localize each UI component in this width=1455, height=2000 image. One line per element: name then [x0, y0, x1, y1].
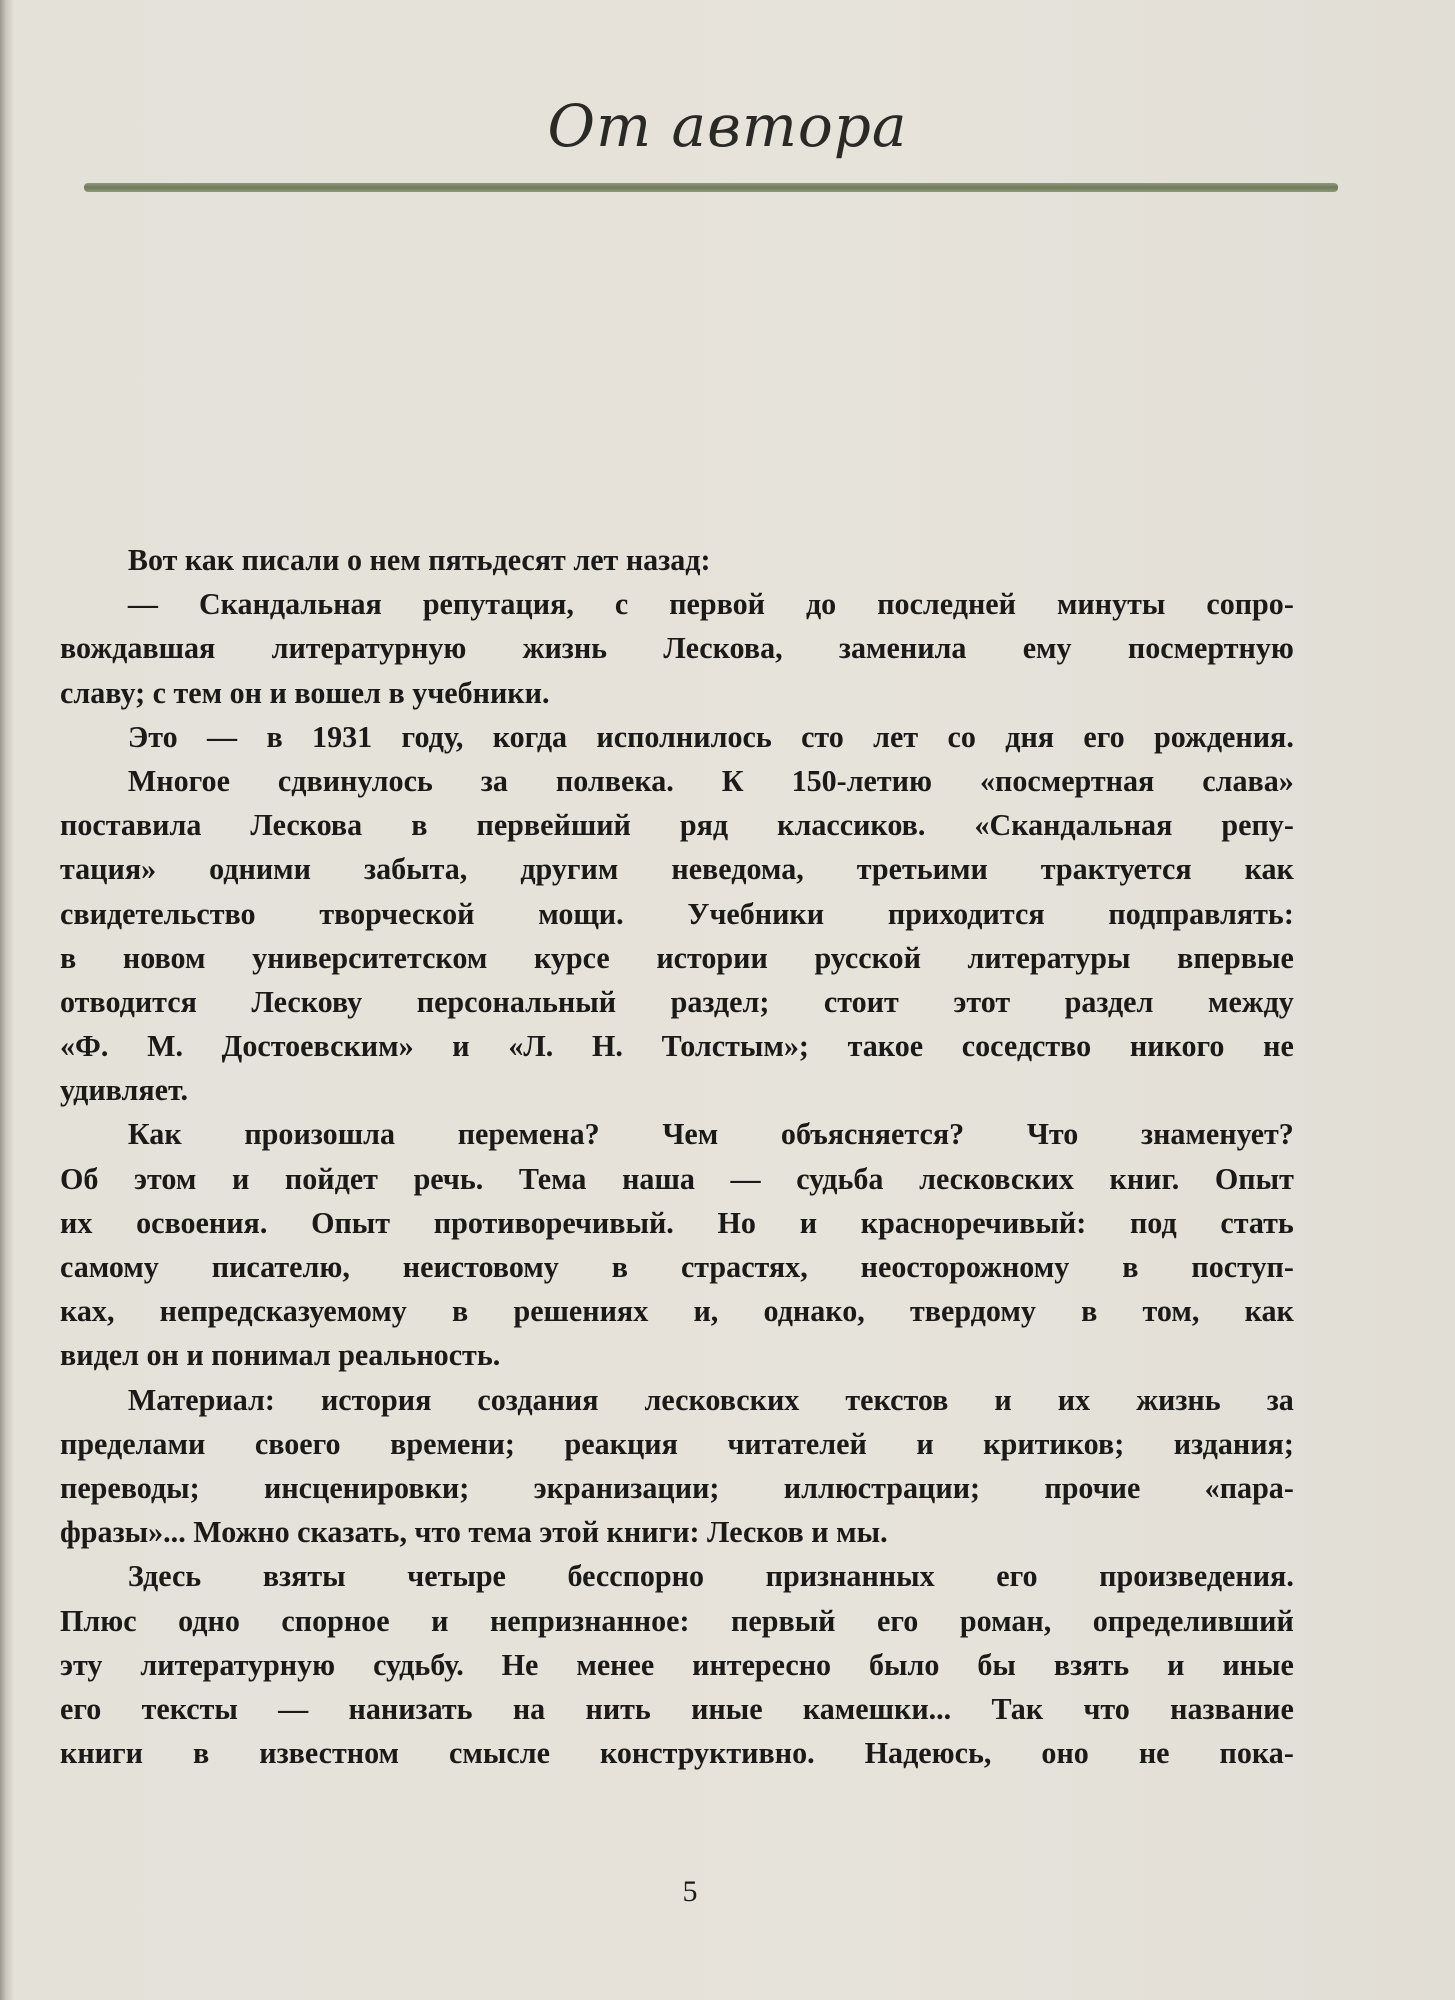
- text-line: славу; с тем он и вошел в учебники.: [60, 674, 550, 710]
- text-line: ках, непредсказуемому в решениях и, однако, твердому в том, как: [60, 1293, 1294, 1329]
- text-line: Об этом и пойдет речь. Тема наша — судьба лесковских книг. Опыт: [60, 1160, 1294, 1196]
- text-line: поставила Лескова в первейший ряд классиков. «Скандальная репу-: [60, 807, 1294, 843]
- text-line: тация» одними забыта, другим неведома, третьими трактуется как: [60, 851, 1294, 887]
- text-line: Многое сдвинулось за полвека. К 150-летию «посмертная слава»: [127, 762, 1294, 798]
- text-line: Материал: история создания лесковских текстов и их жизнь за: [127, 1381, 1294, 1417]
- text-line: пределами своего времени; реакция читателей и критиков; издания;: [60, 1425, 1294, 1461]
- title-divider: [84, 183, 1338, 192]
- text-line: Здесь взяты четыре бесспорно признанных его произведения.: [127, 1558, 1294, 1594]
- text-line: Это — в 1931 году, когда исполнилось сто лет со дня его рождения.: [127, 718, 1294, 754]
- text-line: — Скандальная репутация, с первой до последней минуты сопро-: [127, 586, 1294, 622]
- text-line: его тексты — нанизать на нить иные камешки... Так что название: [60, 1690, 1294, 1726]
- text-line: удивляет.: [60, 1072, 189, 1108]
- text-line: отводится Лескову персональный раздел; стоит этот раздел между: [60, 983, 1294, 1019]
- text-line: самому писателю, неистовому в страстях, неосторожному в поступ-: [60, 1249, 1294, 1284]
- text-line: Плюс одно спорное и непризнанное: первый его роман, определивший: [60, 1602, 1294, 1638]
- text-line: фразы»... Можно сказать, что тема этой книги: Лесков и мы.: [60, 1514, 888, 1550]
- text-line: книги в известном смысле конструктивно. Надеюсь, оно не пока-: [60, 1735, 1294, 1771]
- chapter-title: От автора: [547, 92, 908, 160]
- body-text: [60, 538, 1332, 1775]
- page-number: 5: [682, 1875, 698, 1908]
- text-line: их освоения. Опыт противоречивый. Но и красноречивый: под стать: [60, 1204, 1294, 1240]
- text-line: переводы; инсценировки; экранизации; иллюстрации; прочие «пара-: [60, 1469, 1294, 1505]
- text-line: свидетельство творческой мощи. Учебники приходится подправлять:: [60, 895, 1294, 931]
- text-line: видел он и понимал реальность.: [60, 1337, 501, 1373]
- text-line: эту литературную судьбу. Не менее интересно было бы взять и иные: [60, 1646, 1294, 1682]
- text-line: «Ф. М. Достоевским» и «Л. Н. Толстым»; такое соседство никого не: [60, 1028, 1294, 1064]
- text-line: Вот как писали о нем пятьдесят лет назад:: [127, 542, 711, 577]
- text-line: вождавшая литературную жизнь Лескова, заменила ему посмертную: [60, 630, 1294, 666]
- text-line: Как произошла перемена? Чем объясняется? Что знаменует?: [127, 1116, 1294, 1152]
- text-line: в новом университетском курсе истории русской литературы впервые: [60, 939, 1294, 975]
